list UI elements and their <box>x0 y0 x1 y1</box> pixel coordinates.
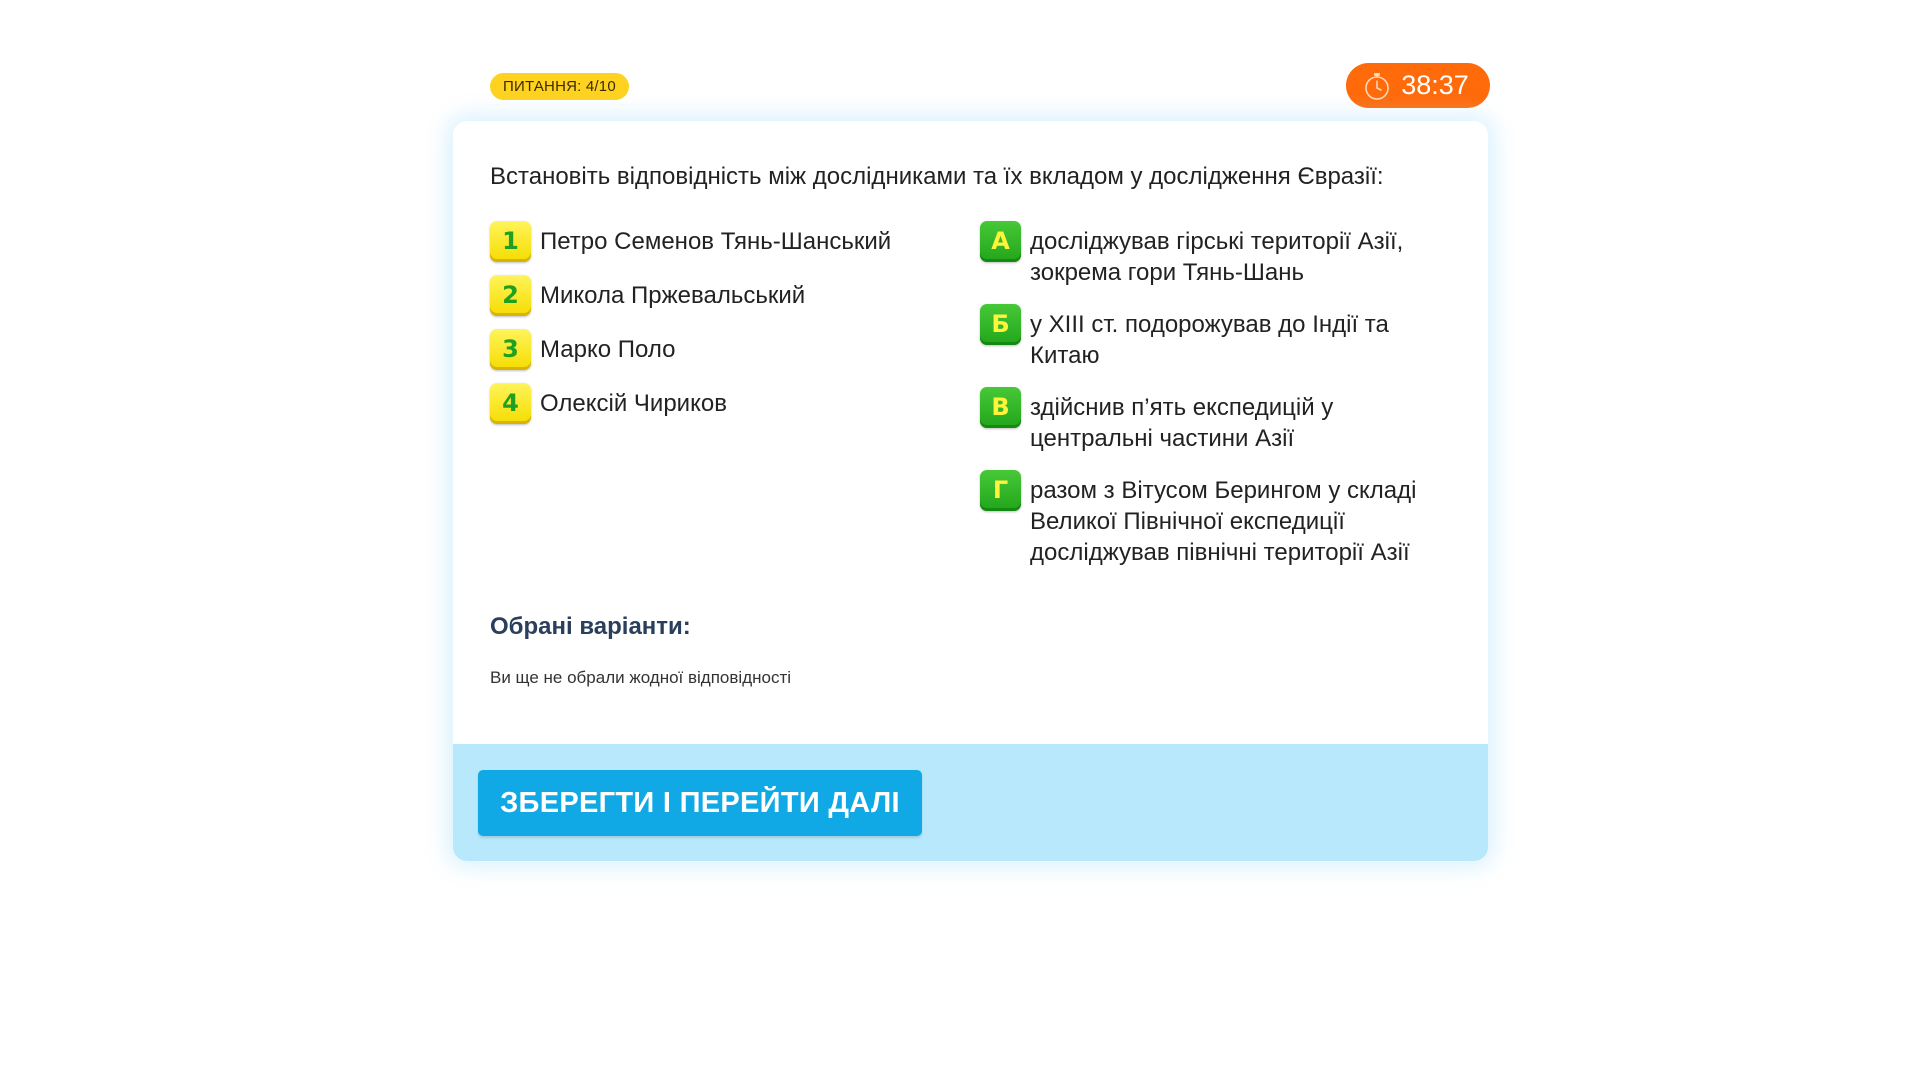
number-badge: 3 <box>490 329 531 370</box>
selected-options-title: Обрані варіанти: <box>490 613 691 640</box>
number-badge: 4 <box>490 383 531 424</box>
question-counter-badge: ПИТАННЯ: 4/10 <box>490 73 629 100</box>
timer-value: 38:37 <box>1401 70 1469 100</box>
contribution-text: разом з Вітусом Берингом у складі Великої Північної експедиції досліджував північні території Азії <box>1030 477 1417 566</box>
explorers-list <box>490 221 950 437</box>
letter-badge: Б <box>980 304 1021 345</box>
contribution-item-g[interactable] <box>980 470 1450 568</box>
contribution-text: у XIII ст. подорожував до Індії та Китаю <box>1030 311 1389 369</box>
contribution-item-a[interactable] <box>980 221 1450 288</box>
explorer-name: Олексій Чириков <box>540 390 727 417</box>
timer <box>1346 63 1490 108</box>
number-badge: 2 <box>490 275 531 316</box>
explorer-item-1[interactable] <box>490 221 950 262</box>
contribution-text: досліджував гірські території Азії, зокрема гори Тянь-Шань <box>1030 228 1404 286</box>
question-card <box>453 121 1488 861</box>
selected-options-empty: Ви ще не обрали жодної відповідності <box>490 668 792 687</box>
contribution-text: здійснив п’ять експедицій у центральні частини Азії <box>1030 394 1334 452</box>
number-badge: 1 <box>490 221 531 262</box>
explorer-item-4[interactable] <box>490 383 950 424</box>
explorer-item-2[interactable] <box>490 275 950 316</box>
explorer-item-3[interactable] <box>490 329 950 370</box>
explorer-name: Микола Пржевальський <box>540 282 806 309</box>
explorer-name: Марко Поло <box>540 336 676 363</box>
contribution-item-b[interactable] <box>980 304 1450 371</box>
question-text: Встановіть відповідність між дослідниками та їх вкладом у дослідження Євразії: <box>490 163 1384 190</box>
letter-badge: А <box>980 221 1021 262</box>
explorer-name: Петро Семенов Тянь-Шанський <box>540 228 892 255</box>
card-footer <box>453 744 1488 861</box>
letter-badge: Г <box>980 470 1021 511</box>
contribution-item-v[interactable] <box>980 387 1450 454</box>
stopwatch-icon <box>1361 70 1393 102</box>
save-and-next-button[interactable]: ЗБЕРЕГТИ І ПЕРЕЙТИ ДАЛІ <box>478 770 922 836</box>
letter-badge: В <box>980 387 1021 428</box>
contributions-list <box>980 221 1450 584</box>
